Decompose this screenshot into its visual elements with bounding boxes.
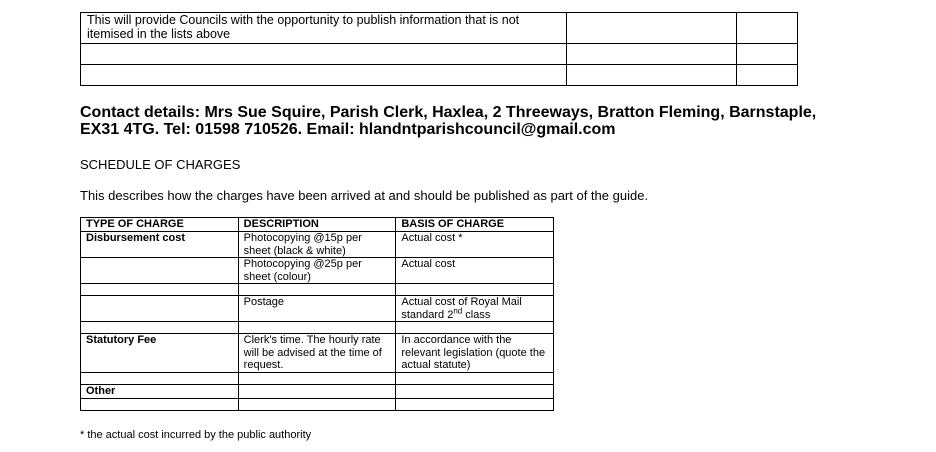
description-cell: Photocopying @15p per sheet (black & white) xyxy=(238,232,396,258)
table-cell xyxy=(396,399,554,411)
charge-type-cell: Statutory Fee xyxy=(81,334,239,373)
table-row xyxy=(81,399,554,411)
table-cell xyxy=(396,284,554,296)
table-row xyxy=(81,13,798,44)
column-header: DESCRIPTION xyxy=(238,218,396,232)
charge-type-cell: Disbursement cost xyxy=(81,232,239,258)
table-cell xyxy=(396,373,554,385)
table-cell xyxy=(396,322,554,334)
basis-text: class xyxy=(462,308,491,321)
table-row xyxy=(81,65,798,86)
description-cell: Clerk's time. The hourly rate will be advised at the time of request. xyxy=(238,334,396,373)
table-row xyxy=(81,232,554,258)
basis-cell: In accordance with the relevant legislation (quote the actual statute) xyxy=(396,334,554,373)
table-cell xyxy=(81,44,567,65)
table-cell xyxy=(81,65,567,86)
table-cell xyxy=(238,399,396,411)
table-cell xyxy=(238,373,396,385)
table-row xyxy=(81,334,554,373)
table-row xyxy=(81,44,798,65)
basis-cell xyxy=(396,385,554,399)
table-row xyxy=(81,385,554,399)
ordinal-suffix: nd xyxy=(453,305,463,315)
table-row xyxy=(81,258,554,284)
column-header: TYPE OF CHARGE xyxy=(81,218,239,232)
basis-cell: Actual cost xyxy=(396,258,554,284)
basis-text: Actual cost of Royal Mail standard 2 xyxy=(401,296,522,321)
publication-table xyxy=(80,12,798,86)
table-cell xyxy=(737,44,798,65)
table-row xyxy=(81,284,554,296)
table-cell xyxy=(567,65,737,86)
table-cell: This will provide Councils with the opportunity to publish information that is not itemised in the lists above xyxy=(81,13,567,44)
charge-type-cell: Other xyxy=(81,385,239,399)
basis-cell: Actual cost * xyxy=(396,232,554,258)
charge-type-cell xyxy=(81,296,239,322)
description-cell: Postage xyxy=(238,296,396,322)
charge-type-cell xyxy=(81,258,239,284)
charges-table xyxy=(80,217,554,411)
basis-cell xyxy=(396,296,554,322)
footnote: * the actual cost incurred by the public authority xyxy=(80,429,312,441)
table-cell xyxy=(567,13,737,44)
table-cell xyxy=(81,284,239,296)
description-cell: Photocopying @25p per sheet (colour) xyxy=(238,258,396,284)
schedule-description: This describes how the charges have been arrived at and should be published as part of the guide. xyxy=(80,188,649,203)
table-cell xyxy=(238,284,396,296)
column-header: BASIS OF CHARGE xyxy=(396,218,554,232)
table-cell xyxy=(81,373,239,385)
schedule-heading: SCHEDULE OF CHARGES xyxy=(80,157,241,172)
table-cell xyxy=(567,44,737,65)
table-row xyxy=(81,373,554,385)
table-row xyxy=(81,296,554,322)
table-row xyxy=(81,322,554,334)
table-header-row xyxy=(81,218,554,232)
table-cell xyxy=(737,65,798,86)
description-cell xyxy=(238,385,396,399)
table-cell xyxy=(81,399,239,411)
contact-details: Contact details: Mrs Sue Squire, Parish Clerk, Haxlea, 2 Threeways, Bratton Fleming, Barnstaple, EX31 4TG. Tel: 01598 710526. Email: hlandntparishcouncil@gmail.com xyxy=(80,104,817,138)
table-cell xyxy=(238,322,396,334)
table-cell xyxy=(737,13,798,44)
table-cell xyxy=(81,322,239,334)
